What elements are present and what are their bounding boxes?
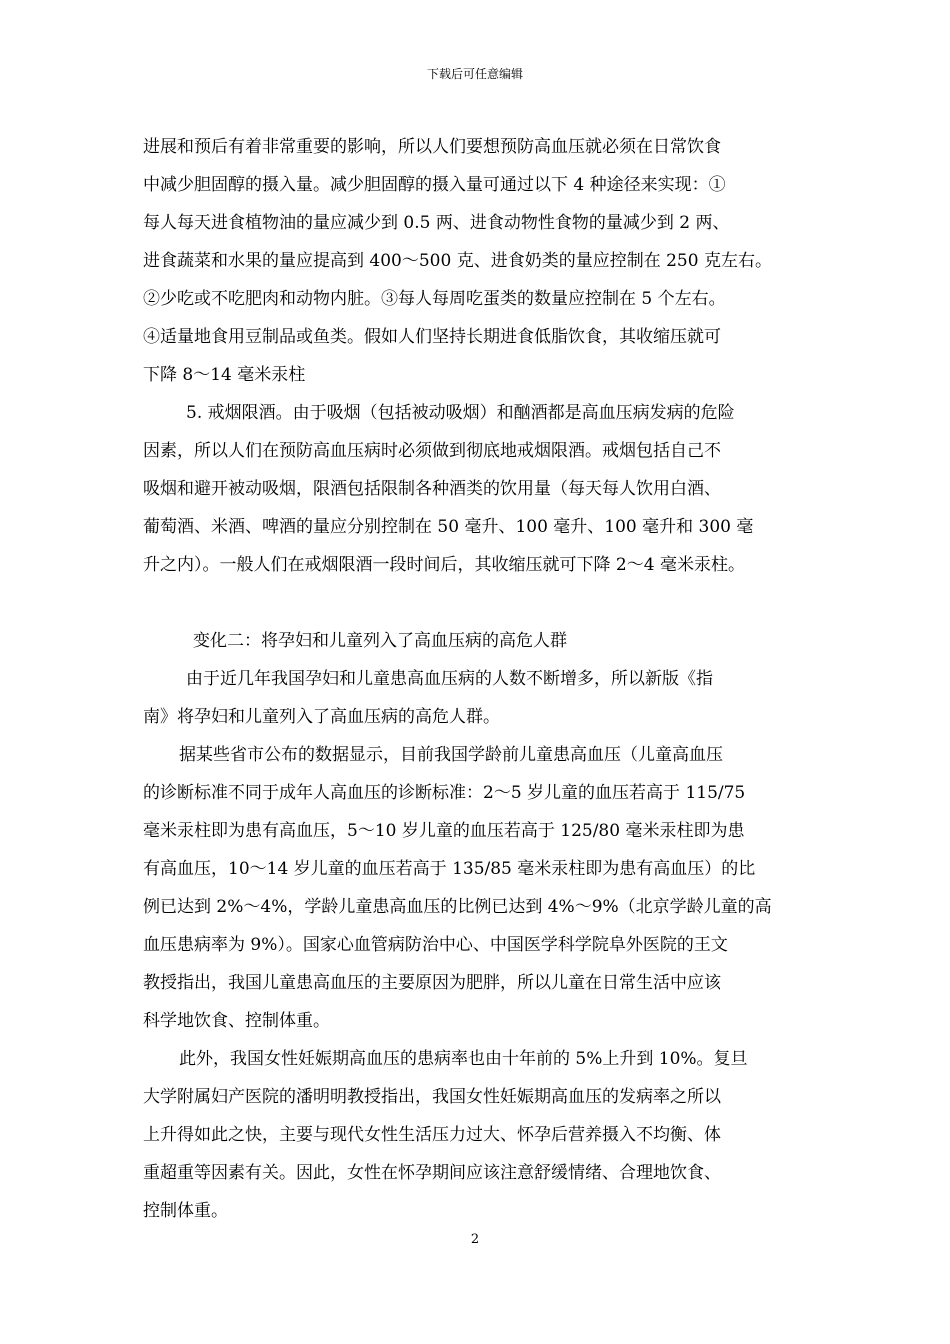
text-line: 控制体重。 <box>143 1201 228 1221</box>
text-line: 上升得如此之快，主要与现代女性生活压力过大、怀孕后营养摄入不均衡、体 <box>143 1125 721 1145</box>
section-subheading: 变化二：将孕妇和儿童列入了高血压病的高危人群 <box>193 631 567 651</box>
text-line: 此外，我国女性妊娠期高血压的患病率也由十年前的 5%上升到 10%。复旦 <box>179 1049 748 1069</box>
text-line: 因素，所以人们在预防高血压病时必须做到彻底地戒烟限酒。戒烟包括自己不 <box>143 441 721 461</box>
text-line: 教授指出，我国儿童患高血压的主要原因为肥胖，所以儿童在日常生活中应该 <box>143 973 721 993</box>
text-line: 的诊断标准不同于成年人高血压的诊断标准：2～5 岁儿童的血压若高于 115/75 <box>143 783 746 803</box>
text-line: 5. 戒烟限酒。由于吸烟（包括被动吸烟）和酗酒都是高血压病发病的危险 <box>186 403 735 423</box>
text-line: 据某些省市公布的数据显示，目前我国学龄前儿童患高血压（儿童高血压 <box>179 745 723 765</box>
paragraph-cholesterol <box>143 128 823 394</box>
text-line: 进食蔬菜和水果的量应提高到 400～500 克、进食奶类的量应控制在 250 克左右。 <box>143 251 772 271</box>
text-line: 由于近几年我国孕妇和儿童患高血压病的人数不断增多，所以新版《指 <box>186 669 713 689</box>
document-body <box>143 128 823 1230</box>
text-line: 毫米汞柱即为患有高血压，5～10 岁儿童的血压若高于 125/80 毫米汞柱即为患 <box>143 821 745 841</box>
text-line: 进展和预后有着非常重要的影响，所以人们要想预防高血压就必须在日常饮食 <box>143 137 721 157</box>
page-header: 下载后可任意编辑 <box>426 67 523 81</box>
text-line: 科学地饮食、控制体重。 <box>143 1011 330 1031</box>
text-line: 大学附属妇产医院的潘明明教授指出，我国女性妊娠期高血压的发病率之所以 <box>143 1087 721 1107</box>
text-line: ②少吃或不吃肥肉和动物内脏。③每人每周吃蛋类的数量应控制在 5 个左右。 <box>143 289 726 309</box>
text-line: 下降 8～14 毫米汞柱 <box>143 365 306 385</box>
paragraph-gap <box>143 584 823 622</box>
text-line: 中减少胆固醇的摄入量。减少胆固醇的摄入量可通过以下 4 种途径来实现：① <box>143 175 726 195</box>
page-number: 2 <box>470 1232 480 1247</box>
text-line: 重超重等因素有关。因此，女性在怀孕期间应该注意舒缓情绪、合理地饮食、 <box>143 1163 721 1183</box>
text-line: 吸烟和避开被动吸烟，限酒包括限制各种酒类的饮用量（每天每人饮用白酒、 <box>143 479 721 499</box>
paragraph-high-risk-groups <box>143 660 823 736</box>
paragraph-children-data <box>143 736 823 1040</box>
text-line: 南》将孕妇和儿童列入了高血压病的高危人群。 <box>143 707 500 727</box>
text-line: 每人每天进食植物油的量应减少到 0.5 两、进食动物性食物的量减少到 2 两、 <box>143 213 730 233</box>
paragraph-pregnancy <box>143 1040 823 1230</box>
text-line: 有高血压，10～14 岁儿童的血压若高于 135/85 毫米汞柱即为患有高血压）的比 <box>143 859 756 879</box>
text-line: 血压患病率为 9%）。国家心血管病防治中心、中国医学科学院阜外医院的王文 <box>143 935 728 955</box>
paragraph-smoking-drinking <box>143 394 823 584</box>
text-line: 葡萄酒、米酒、啤酒的量应分别控制在 50 毫升、100 毫升、100 毫升和 300 毫 <box>143 517 754 537</box>
text-line: 升之内）。一般人们在戒烟限酒一段时间后，其收缩压就可下降 2～4 毫米汞柱。 <box>143 555 745 575</box>
text-line: 例已达到 2%～4%，学龄儿童患高血压的比例已达到 4%～9%（北京学龄儿童的高 <box>143 897 772 917</box>
text-line: ④适量地食用豆制品或鱼类。假如人们坚持长期进食低脂饮食，其收缩压就可 <box>143 327 721 347</box>
